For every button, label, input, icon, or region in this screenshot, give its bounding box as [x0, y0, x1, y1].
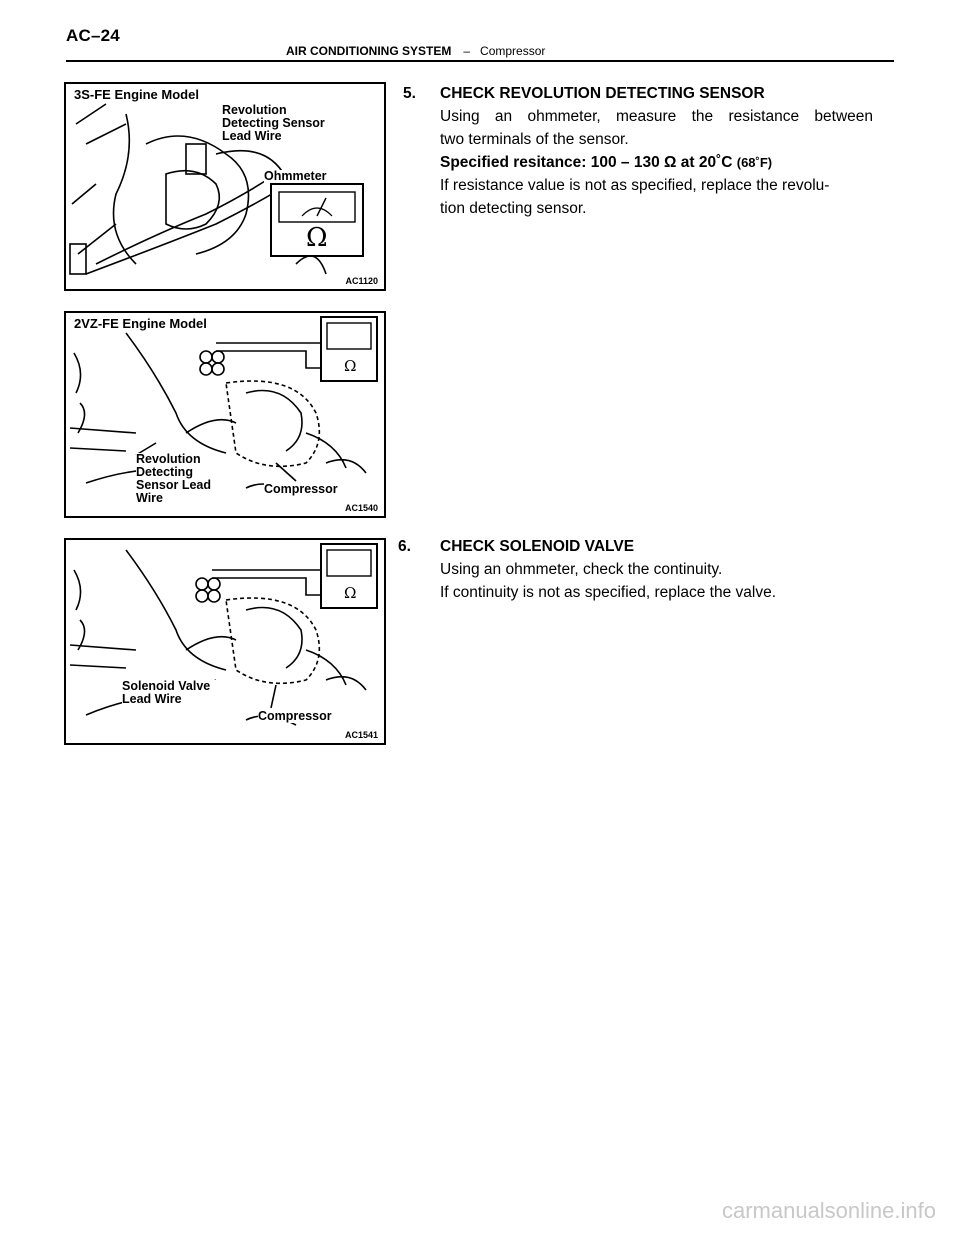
figure-3s-fe-label-ohmmeter: Ohmmeter [264, 169, 327, 183]
header-system: AIR CONDITIONING SYSTEM [286, 44, 452, 58]
step-6-body [398, 558, 868, 604]
figure-2vz-fe-ohm-symbol: Ω [344, 357, 357, 375]
step-6-line-2: If continuity is not as specified, replace the valve. [440, 584, 777, 601]
header-section: Compressor [480, 44, 546, 58]
step-5 [403, 82, 873, 220]
figure-3s-fe-title: 3S-FE Engine Model [74, 87, 199, 102]
header-separator: – [463, 44, 471, 58]
figure-2vz-fe-title: 2VZ-FE Engine Model [74, 316, 207, 331]
step-5-body [403, 105, 873, 220]
figure-2vz-fe-label-sensor: Revolution Detecting Sensor Lead Wire [136, 453, 214, 505]
figure-2vz-fe-label-compressor: Compressor [264, 482, 338, 496]
figure-solenoid-ohm-symbol: Ω [344, 584, 357, 602]
figure-3s-fe-label-sensor: Revolution Detecting Sensor Lead Wire [222, 104, 342, 143]
header-caption [286, 44, 545, 58]
step-5-line-1: Using an ohmmeter, measure the resistance between [440, 108, 873, 125]
page-number: AC–24 [66, 26, 120, 45]
step-5-after-line-1: If resistance value is not as specified, replace the revolu- [440, 177, 830, 194]
step-5-spec-unit: (68˚F) [736, 155, 773, 170]
watermark: carmanualsonline.info [721, 1198, 936, 1223]
step-5-heading [403, 82, 873, 105]
step-5-spec [440, 151, 873, 174]
figure-2vz-fe [64, 311, 386, 518]
step-6-number: 6. [398, 538, 411, 555]
step-5-title: CHECK REVOLUTION DETECTING SENSOR [440, 85, 765, 102]
step-6-title: CHECK SOLENOID VALVE [440, 538, 635, 555]
figure-3s-fe-code: AC1120 [345, 276, 378, 286]
figure-3s-fe-ohm-symbol: Ω [306, 223, 328, 253]
figure-solenoid-label-valve: Solenoid Valve Lead Wire [122, 680, 232, 706]
step-5-line-2: two terminals of the sensor. [440, 131, 629, 148]
figure-solenoid [64, 538, 386, 745]
step-5-spec-main: Specified resitance: 100 – 130 Ω at 20˚C [440, 154, 733, 171]
header-rule [66, 60, 894, 62]
step-5-after-line-2: tion detecting sensor. [440, 200, 587, 217]
step-6-heading [398, 535, 868, 558]
figure-solenoid-illustration [66, 540, 384, 743]
step-6 [398, 535, 868, 604]
figure-3s-fe [64, 82, 386, 291]
step-5-number: 5. [403, 85, 416, 102]
step-6-line-1: Using an ohmmeter, check the continuity. [440, 561, 723, 578]
figure-solenoid-label-compressor: Compressor [258, 709, 332, 723]
figure-2vz-fe-code: AC1540 [344, 503, 378, 513]
figure-solenoid-code: AC1541 [344, 730, 378, 740]
